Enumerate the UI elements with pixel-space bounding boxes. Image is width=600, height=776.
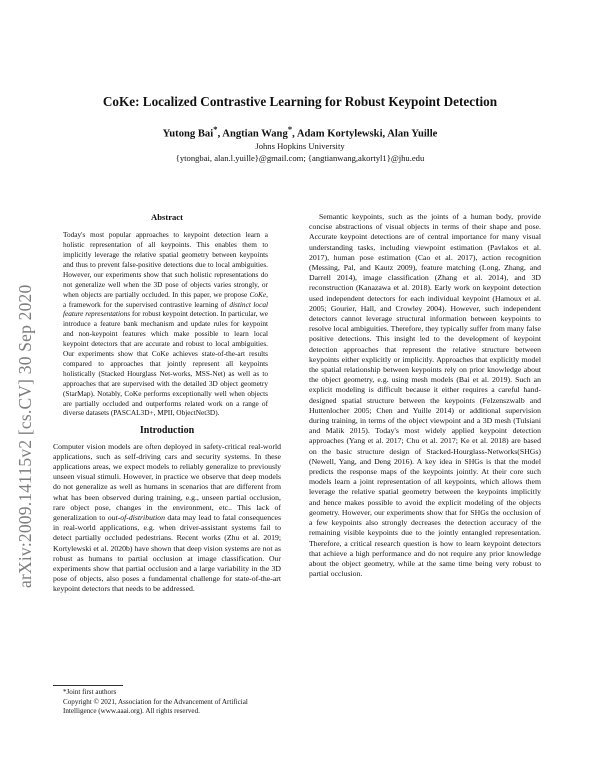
paper-title: CoKe: Localized Contrastive Learning for Robust Keypoint Detection xyxy=(102,94,498,109)
author-name: Yutong Bai xyxy=(162,128,214,140)
author-emails: {ytongbai, alan.l.yuille}@gmail.com; {angtianwang,akortyl1}@jhu.edu xyxy=(175,153,425,163)
author-mark: * xyxy=(287,124,293,134)
right-column xyxy=(309,212,541,579)
introduction-paragraph: Semantic keypoints, such as the joints of a human body, provide concise abstractions of visual objects in terms of their shape and pose. Accurate keypoint detections are of central importance for many visual understanding tasks, including viewpoint estimation (Pavlakos et al. 2017), human pose estimation (Cao et al. 2017), action recognition (Messing, Pal, and Kautz 2009), feature matching (Long, Zhang, and Darrell 2014), image classification (Zhang et al. 2014), and 3D reconstruction (Kanazawa et al. 2018). Early work on keypoint detection used independent detectors for each individual keypoint (Hamoux et al. 2005; Gourier, Hall, and Crowley 2004). However, such independent detectors cannot leverage structural information between keypoints to resolve local ambiguities. Therefore, they typically suffer from many false positive detections. This insight led to the development of keypoint detection approaches that represent the relative structure between keypoints either explicitly or implicitly. Approaches that explicitly model the spatial relationship between keypoints rely on prior knowledge about the object geometry, e.g. using mesh models (Bai et al. 2019). Such an explicit modeling is difficult because it either requires a careful hand-designed spatial structure between the keypoints (Felzenszwalb and Huttenlocher 2005; Chen and Yuille 2014) or additional supervision during training, in terms of the object viewpoint and a 3D mesh (Tulsiani and Malik 2015). Today's most widely applied keypoint detection approaches (Yang et al. 2017; Chu et al. 2017; Ke et al. 2018) are based on the basic structure design of Stacked-Hourglass-Networks(SHGs) (Newell, Yang, and Deng 2016). A key idea in SHGs is that the model predicts the response maps of the keypoints jointly. At their core such models learn a joint representation of all keypoints, which allows them leverage the relative spatial geometry between the keypoints implicitly and hence makes possible to avoid the explicit modeling of the objects geometry. However, our experiments show that for SHGs the occlusion of a few keypoints also strongly decreases the detection accuracy of the remaining visible keypoints due to the jointly entangled representation. Therefore, a critical research question is how to learn keypoint detectors that achieve a high performance and do not require any prior knowledge about the object geometry, while at the same time being very robust to partial occlusion. xyxy=(309,212,541,579)
abstract-heading: Abstract xyxy=(151,212,183,222)
author-name: Angtian Wang xyxy=(222,128,288,140)
affiliation: Johns Hopkins University xyxy=(255,141,345,151)
author-name: Adam Kortylewski xyxy=(296,128,383,140)
left-column xyxy=(53,212,281,595)
footnotes xyxy=(53,685,281,717)
abstract-text: Today's most popular approaches to keypoint detection learn a holistic representation of all keypoints. This enables them to implicitly leverage the relative spatial geometry between keypoints and thus to prevent false-positive detections due to local ambiguities. However, our experiments show that such holistic representations do not generalize well when the 3D pose of objects varies strongly, or when objects are partially occluded. In this paper, we propose CoKe, a framework for the supervised contrastive learning of distinct local feature representations for robust keypoint detection. In particular, we introduce a feature bank mechanism and update rules for keypoint and non-keypoint features which make possible to learn local keypoint detectors that are accurate and robust to local ambiguities. Our experiments show that CoKe achieves state-of-the-art results compared to approaches that jointly represent all keypoints holistically (Stacked Hourglass Net-works, MSS-Net) as well as to approaches that are supervised with the detailed 3D object geometry (StarMap). Notably, CoKe performs exceptionally well when objects are partially occluded and outperforms related work on a range of diverse datasets (PASCAL3D+, MPII, ObjectNet3D). xyxy=(63,230,268,418)
author-mark: * xyxy=(213,124,218,134)
author-name: Alan Yuille xyxy=(387,128,438,140)
footnote-rule xyxy=(53,685,123,686)
introduction-heading: Introduction xyxy=(139,425,195,437)
arxiv-identifier: arXiv:2009.14115v2 [cs.CV] 30 Sep 2020 xyxy=(15,284,35,588)
introduction-paragraph: Computer vision models are often deployed in safety-critical real-world applications, such as self-driving cars and security systems. In these applications areas, we expect models to reliably generalize to previously unseen visual stimuli. However, in practice we observe that deep models do not generalize as well as humans in scenarios that are different from what has been observed during training, e.g., unseen partial occlusion, rare object pose, changes in the environment, etc.. This lack of generalization to out-of-distribution data may lead to fatal consequences in real-world applications, e.g. when driver-assistant systems fail to detect partially occluded pedestrians. Recent works (Zhu et al. 2019; Kortylewski et al. 2020b) have shown that deep vision systems are not as robust as humans to partial occlusion at image classification. Our experiments show that partial occlusion and a large variability in the 3D pose of objects, also poses a fundamental challenge for state-of-the-art keypoint detectors that needs to be addressed. xyxy=(53,441,282,594)
joint-author-footnote: *Joint first authors xyxy=(63,688,117,696)
author-list: Yutong Bai*, Angtian Wang*, Adam Kortylewski, Alan Yuille xyxy=(162,124,438,140)
copyright-notice: Copyright © 2021, Association for the Advancement of Artificial Intelligence (www.aaai.org). All rights reserved. xyxy=(63,697,248,716)
